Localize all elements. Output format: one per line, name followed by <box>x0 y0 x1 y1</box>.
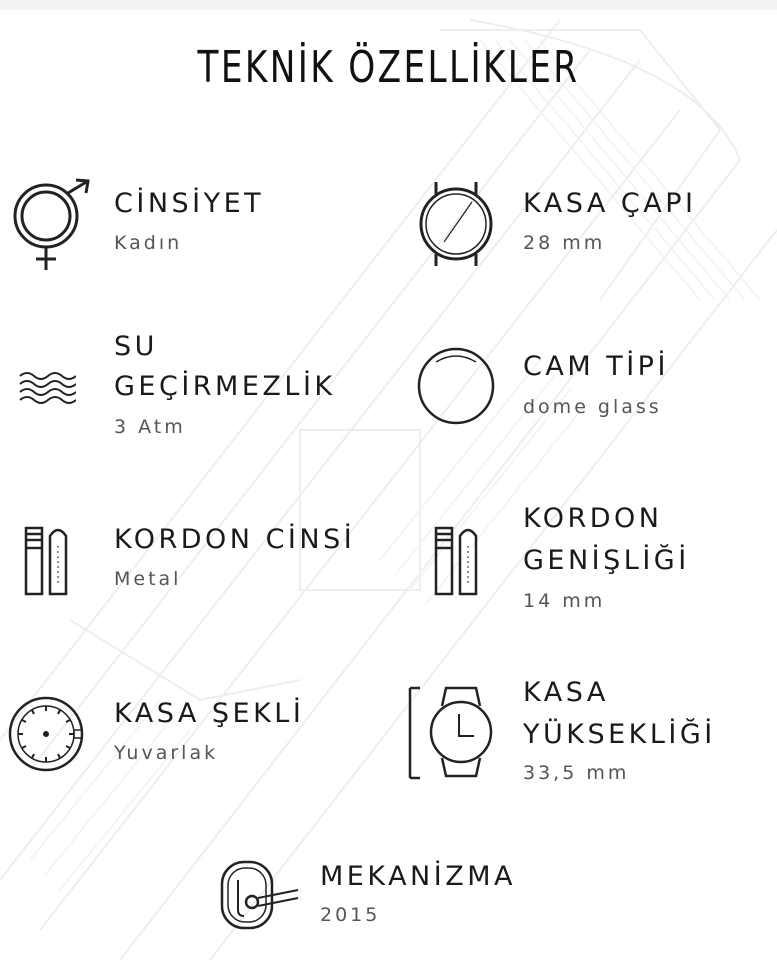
gender-icon <box>10 176 92 272</box>
glass-circle-icon <box>416 346 498 428</box>
feature-label-strap-width-line2: GENİŞLİĞİ <box>523 545 690 576</box>
watch-case-icon <box>416 180 498 268</box>
feature-label-mechanism: MEKANİZMA <box>320 861 516 892</box>
feature-value-case-shape: Yuvarlak <box>114 742 219 764</box>
feature-value-glass-type: dome glass <box>523 396 662 418</box>
feature-value-gender: Kadın <box>114 232 183 254</box>
feature-label-water-resistance-line1: SU <box>114 331 158 362</box>
feature-label-strap-type: KORDON CİNSİ <box>114 524 356 555</box>
feature-value-case-diameter: 28 mm <box>523 232 606 254</box>
feature-label-water-resistance-line2: GEÇİRMEZLİK <box>114 371 336 402</box>
strap-width-icon <box>434 524 482 598</box>
feature-label-glass-type: CAM TİPİ <box>523 351 669 382</box>
strap-icon <box>24 524 72 598</box>
feature-value-strap-type: Metal <box>114 568 182 590</box>
water-waves-icon <box>18 370 76 406</box>
feature-label-case-height-line2: YÜKSEKLİĞİ <box>523 719 716 750</box>
feature-value-strap-width: 14 mm <box>523 590 606 612</box>
feature-label-gender: CİNSİYET <box>114 188 265 219</box>
watch-height-icon <box>406 684 496 782</box>
round-dial-icon <box>8 694 88 774</box>
feature-label-case-height-line1: KASA <box>523 677 609 708</box>
feature-value-water-resistance: 3 Atm <box>114 416 186 438</box>
page-title: TEKNİK ÖZELLİKLER <box>197 42 580 93</box>
feature-label-case-shape: KASA ŞEKLİ <box>114 698 305 729</box>
mechanism-icon <box>218 858 300 932</box>
feature-value-mechanism: 2015 <box>320 904 381 926</box>
feature-label-case-diameter: KASA ÇAPI <box>523 188 697 219</box>
feature-value-case-height: 33,5 mm <box>523 762 630 784</box>
feature-label-strap-width-line1: KORDON <box>523 503 663 534</box>
